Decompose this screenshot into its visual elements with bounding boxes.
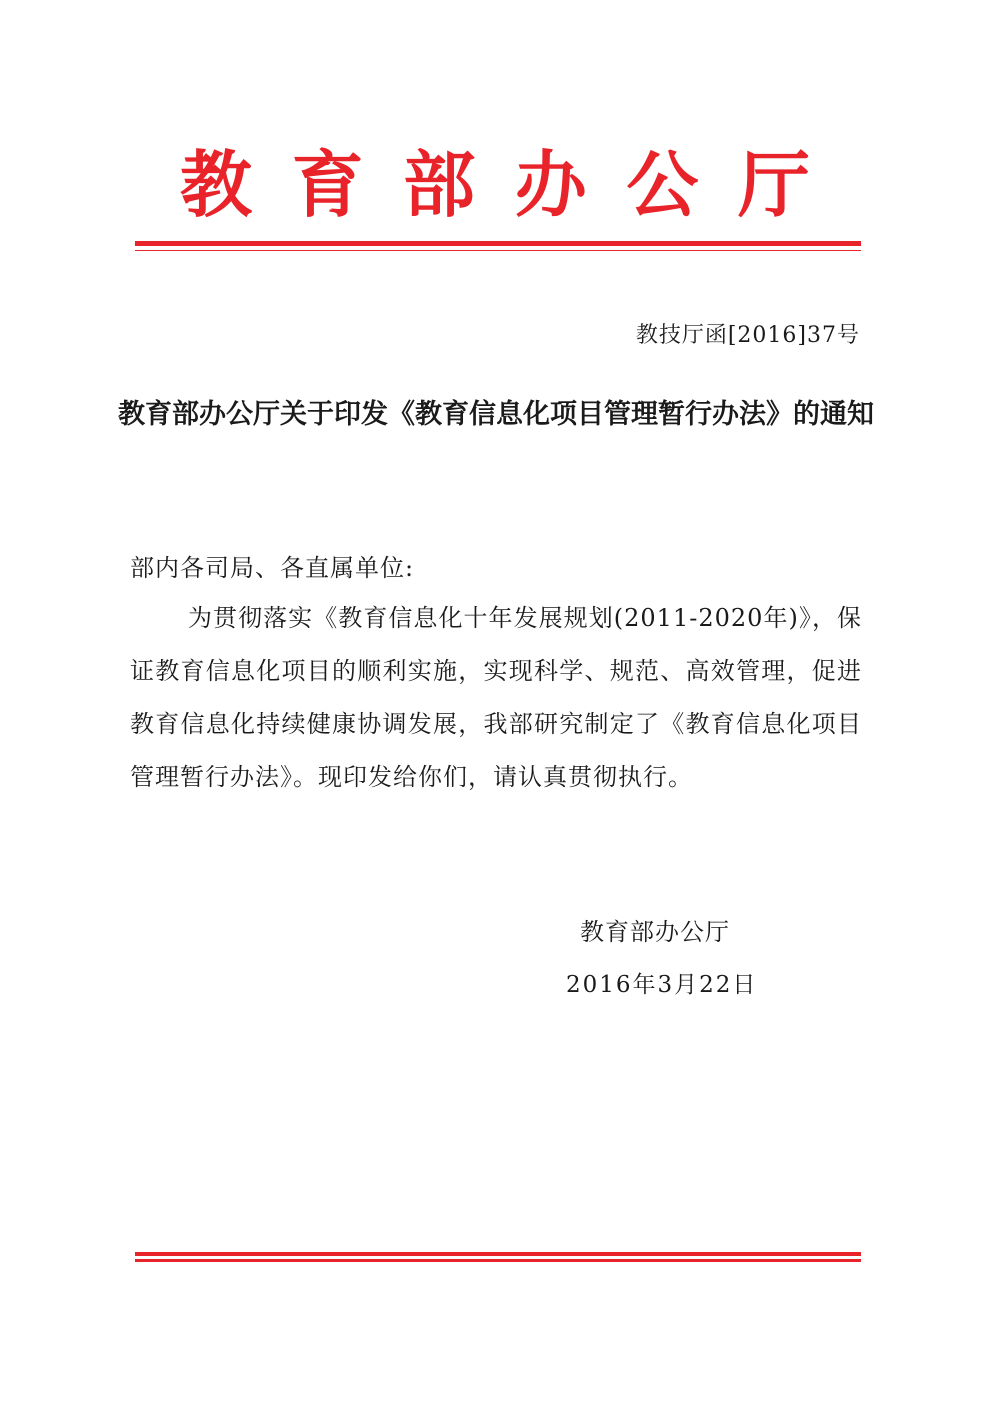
header-red-rule-thick (135, 241, 861, 246)
signature-organization: 教育部办公厅 (580, 918, 730, 946)
document-number: 教技厅函[2016]37号 (635, 323, 860, 348)
document-title: 教育部办公厅关于印发《教育信息化项目管理暂行办法》的通知 (118, 399, 874, 430)
letterhead-char: 厅 (737, 143, 810, 227)
body-paragraph: 为贯彻落实《教育信息化十年发展规划(2011-2020年)》，保证教育信息化项目的顺利实施，实现科学、规范、高效管理，促进教育信息化持续健康协调发展，我部研究制定了《教育信息化项目管理暂行办法》。现印发给你们，请认真贯彻执行。 (130, 604, 862, 791)
signature-date: 2016年3月22日 (566, 972, 758, 998)
letterhead-title (130, 140, 860, 230)
footer-red-rule-thick (135, 1252, 861, 1256)
salutation: 部内各司局、各直属单位: (130, 554, 415, 582)
header-red-rule-thin (135, 250, 861, 251)
letterhead-char: 办 (514, 143, 587, 227)
letterhead-char: 育 (291, 143, 364, 227)
letterhead-char: 教 (180, 143, 253, 227)
letterhead-char: 公 (626, 143, 699, 227)
letterhead-char: 部 (403, 143, 476, 227)
footer-red-rule-thin (135, 1259, 861, 1262)
